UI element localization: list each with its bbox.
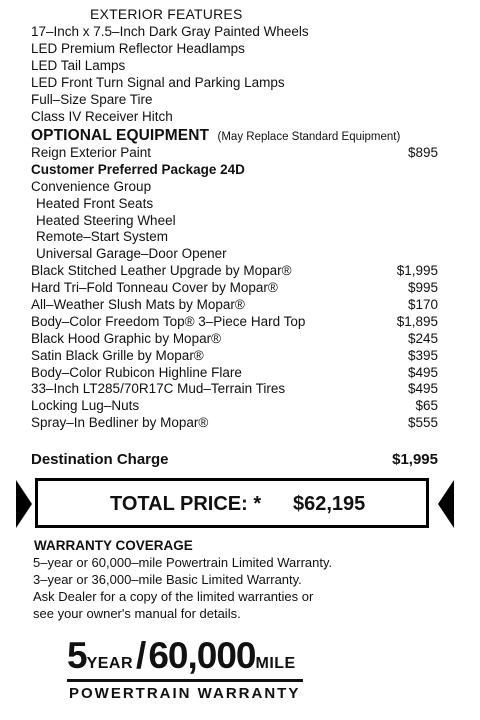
optional-equipment-subtitle: (May Replace Standard Equipment)	[217, 131, 401, 143]
option-price: $1,895	[396, 313, 438, 329]
option-price: $495	[407, 381, 438, 397]
list-item: Full–Size Spare Tire	[31, 92, 153, 107]
option-price: $995	[407, 280, 438, 296]
warranty-line: see your owner's manual for details.	[33, 606, 241, 621]
badge-year-unit: YEAR	[86, 655, 134, 672]
warranty-line: 3–year or 36,000–mile Basic Limited Warranty.	[33, 572, 302, 587]
option-row	[31, 415, 438, 432]
option-row	[31, 229, 438, 246]
option-row	[31, 348, 438, 365]
badge-miles: 60,000	[148, 635, 256, 676]
destination-charge-price: $1,995	[392, 451, 438, 468]
option-name: Hard Tri–Fold Tonneau Cover by Mopar®	[31, 280, 278, 296]
list-item: LED Front Turn Signal and Parking Lamps	[31, 75, 285, 90]
badge-years: 5	[67, 635, 87, 676]
option-row	[31, 213, 438, 230]
option-name: Universal Garage–Door Opener	[36, 246, 227, 262]
warranty-line: 5–year or 60,000–mile Powertrain Limited Warranty.	[33, 555, 333, 570]
badge-divider	[67, 679, 303, 682]
option-row	[31, 280, 438, 297]
option-name: Heated Steering Wheel	[36, 212, 176, 228]
option-row	[31, 179, 438, 196]
option-price: $65	[415, 398, 438, 414]
option-price: $495	[407, 364, 438, 380]
option-name: 33–Inch LT285/70R17C Mud–Terrain Tires	[31, 381, 286, 397]
option-name: Locking Lug–Nuts	[31, 398, 140, 414]
option-row	[31, 145, 438, 162]
right-arrow-icon	[438, 480, 454, 528]
optional-equipment-list	[31, 145, 438, 432]
option-row	[31, 246, 438, 263]
option-row	[31, 263, 438, 280]
destination-charge-label: Destination Charge	[31, 451, 169, 468]
destination-charge-row	[31, 451, 438, 471]
option-row	[31, 365, 438, 382]
total-price-label: TOTAL PRICE: *	[110, 493, 262, 515]
list-item: LED Premium Reflector Headlamps	[31, 41, 245, 56]
option-price: $1,995	[396, 263, 438, 279]
option-name: Remote–Start System	[36, 229, 169, 245]
left-arrow-icon	[16, 480, 32, 528]
option-name: Customer Preferred Package 24D	[31, 161, 245, 177]
warranty-coverage-title: WARRANTY COVERAGE	[34, 538, 193, 553]
option-name: Spray–In Bedliner by Mopar®	[31, 415, 209, 431]
option-row	[31, 314, 438, 331]
optional-equipment-title: OPTIONAL EQUIPMENT	[31, 127, 210, 144]
exterior-features-list	[31, 23, 309, 125]
option-name: Reign Exterior Paint	[31, 145, 152, 160]
option-name: Body–Color Rubicon Highline Flare	[31, 364, 242, 380]
optional-equipment-heading	[31, 127, 400, 145]
badge-slash: /	[136, 635, 147, 676]
option-name: Heated Front Seats	[36, 195, 154, 211]
option-row	[31, 331, 438, 348]
option-price: $395	[407, 347, 438, 363]
list-item: 17–Inch x 7.5–Inch Dark Gray Painted Wheels	[31, 24, 309, 39]
exterior-features-title: EXTERIOR FEATURES	[90, 6, 243, 22]
badge-caption: POWERTRAIN WARRANTY	[69, 685, 301, 702]
option-name: All–Weather Slush Mats by Mopar®	[31, 297, 245, 313]
warranty-line: Ask Dealer for a copy of the limited warranties or	[33, 589, 314, 604]
warranty-badge-headline	[67, 636, 307, 676]
option-price: $555	[407, 415, 438, 431]
option-row	[31, 398, 438, 415]
list-item: Class IV Receiver Hitch	[31, 109, 173, 124]
option-row	[31, 196, 438, 213]
option-name: Black Hood Graphic by Mopar®	[31, 330, 222, 346]
option-name: Satin Black Grille by Mopar®	[31, 347, 204, 363]
option-row	[31, 162, 438, 179]
badge-mile-unit: MILE	[255, 655, 296, 672]
option-price: $170	[407, 297, 438, 313]
option-price: $245	[407, 330, 438, 346]
list-item: LED Tail Lamps	[31, 58, 126, 73]
total-price-value: $62,195	[293, 493, 366, 515]
option-price: $895	[407, 145, 438, 160]
option-name: Black Stitched Leather Upgrade by Mopar®	[31, 263, 292, 279]
option-row	[31, 297, 438, 314]
warranty-coverage-list	[33, 554, 332, 622]
total-price-box	[35, 478, 429, 528]
option-name: Body–Color Freedom Top® 3–Piece Hard Top	[31, 313, 306, 329]
option-name: Convenience Group	[31, 178, 152, 194]
option-row	[31, 381, 438, 398]
powertrain-warranty-badge	[67, 635, 307, 702]
